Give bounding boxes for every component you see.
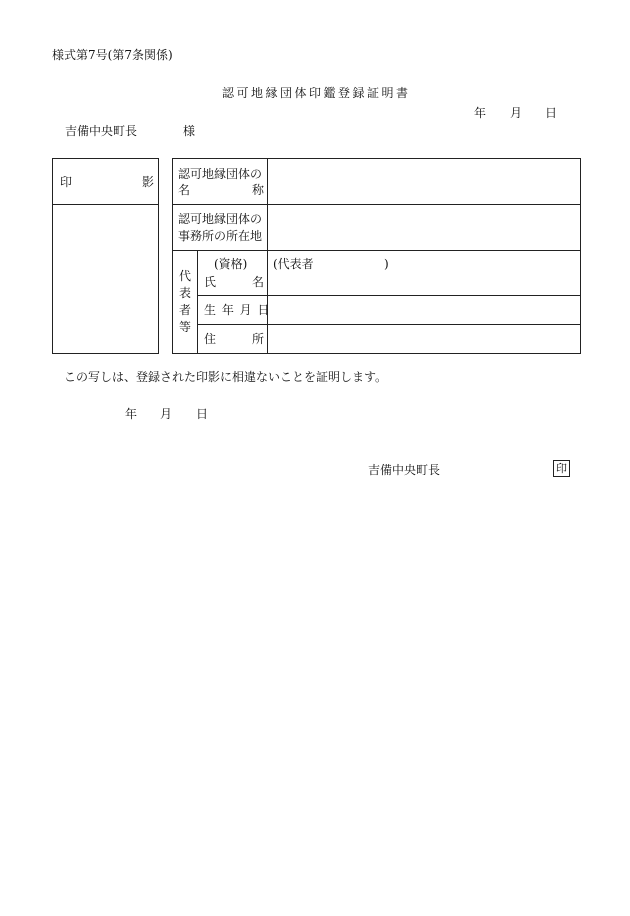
seal-label-left: 印 bbox=[60, 175, 73, 189]
representative-vertical-char-2: 表 bbox=[179, 286, 192, 300]
issuer-name: 吉備中央町長 bbox=[368, 463, 441, 477]
address-value-cell[interactable] bbox=[268, 325, 580, 353]
representative-open-paren: (代表者 bbox=[273, 257, 314, 271]
birthdate-value-cell[interactable] bbox=[268, 296, 580, 324]
birthdate-label: 生 年 月 日 bbox=[204, 303, 271, 317]
certification-date-day: 日 bbox=[196, 407, 209, 421]
org-name-label-name: 名 bbox=[178, 183, 191, 197]
date-year-label: 年 bbox=[474, 106, 487, 120]
office-value-cell[interactable] bbox=[268, 205, 580, 250]
address-label-second: 所 bbox=[252, 332, 265, 346]
org-name-value-cell[interactable] bbox=[268, 159, 580, 204]
address-label-first: 住 bbox=[204, 332, 217, 346]
seal-label-right: 影 bbox=[142, 175, 155, 189]
honorific: 様 bbox=[183, 124, 196, 138]
form-number: 様式第7号(第7条関係) bbox=[52, 48, 173, 62]
document-title: 認可地縁団体印鑑登録証明書 bbox=[222, 86, 411, 100]
date-month-label: 月 bbox=[510, 106, 523, 120]
name-label-given: 名 bbox=[252, 275, 265, 289]
representative-vertical-char-4: 等 bbox=[179, 320, 192, 334]
office-label-line2: 事務所の所在地 bbox=[178, 229, 263, 243]
office-label-line1: 認可地縁団体の bbox=[178, 212, 263, 226]
name-label-surname: 氏 bbox=[204, 275, 217, 289]
qualification-label: (資格) bbox=[214, 257, 248, 271]
certification-statement: この写しは、登録された印影に相違ないことを証明します。 bbox=[64, 370, 388, 384]
org-name-label-line1: 認可地縁団体の bbox=[178, 167, 263, 181]
official-seal-mark: 印 bbox=[553, 460, 570, 477]
representative-vertical-char-1: 代 bbox=[179, 269, 192, 283]
representative-close-paren: ) bbox=[384, 257, 389, 271]
representative-vertical-char-3: 者 bbox=[179, 303, 192, 317]
certification-date-year: 年 bbox=[125, 407, 138, 421]
date-day-label: 日 bbox=[545, 106, 558, 120]
representative-name-value-cell[interactable] bbox=[268, 274, 580, 295]
certification-date-month: 月 bbox=[160, 407, 173, 421]
addressee: 吉備中央町長 bbox=[65, 124, 138, 138]
org-name-label-title: 称 bbox=[252, 183, 265, 197]
